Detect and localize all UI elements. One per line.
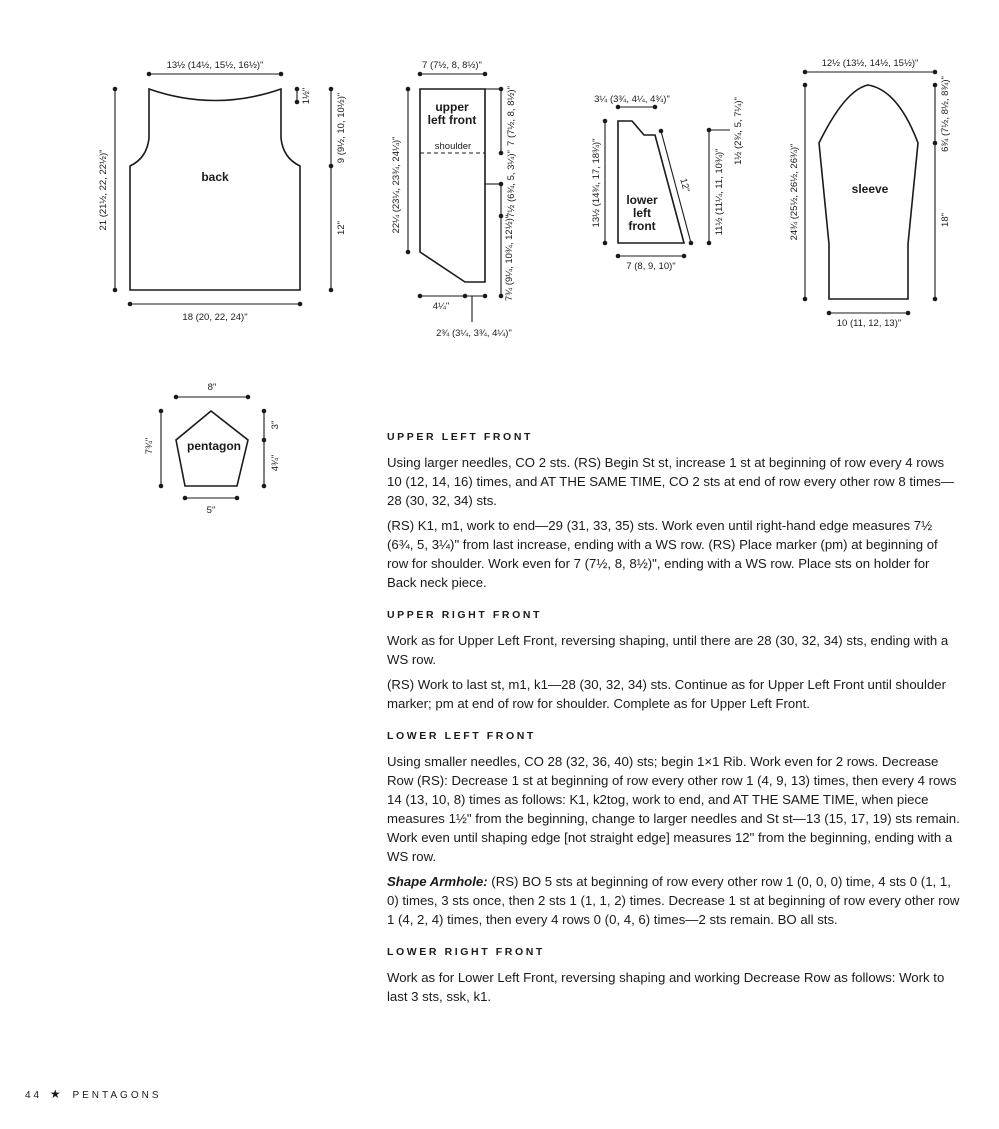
lower-left-front-width-top: 3¼ (3¾, 4¼, 4¾)" [594,94,670,105]
pentagon-label: pentagon [187,439,241,453]
upper-left-front-width-top: 7 (7½, 8, 8½)" [422,60,482,71]
lower-left-front-label-line1: lower [626,193,658,207]
back-width-bottom: 18 (20, 22, 24)" [182,312,248,323]
lower-left-front-label-line3: front [628,219,656,233]
upper-left-front-mid-depth: 7½ (6¾, 5, 3¼)" [506,150,517,218]
sleeve-cap-depth: 6¾ (7½, 8½, 8¾)" [940,76,951,152]
lower-left-front-length: 13½ (14¾, 17, 18¾)" [591,138,602,228]
shape-armhole-text: (RS) BO 5 sts at beginning of row every other row 1 (0, 0, 0) time, 4 sts 0 (1, 1, 0) times, 3 sts once, then 2 sts 1 (1, 1, 2) times. Decrease 1 st at beginning of row every other row 1 (4, 2, 4) times, then every 4 rows 0 (0, 4, 6) times—2 sts remain. BO all sts. [387,874,960,927]
section-upper-left-front [387,428,962,592]
upper-left-front-label-line1: upper [435,100,469,114]
upper-left-front-upper-depth: 7 (7½, 8, 8½)" [506,86,517,146]
shape-armhole-lead: Shape Armhole: [387,874,488,889]
pentagon-width-top: 8" [207,382,217,393]
heading-lower-right-front: LOWER RIGHT FRONT [387,946,545,958]
section-lower-left-front [387,727,962,929]
back-label: back [201,170,229,184]
upper-left-front-lower-depth: 7¾ (9¼, 10¾, 12½)" [504,214,515,302]
upper-left-front-length: 22¼ (23¼, 23¾, 24¼)" [391,136,402,234]
upper-left-front-paragraph-1: Using larger needles, CO 2 sts. (RS) Begin St st, increase 1 st at beginning of row every 4 rows 10 (12, 14, 16) times, and AT THE SAME TIME, CO 2 sts at end of row every other row 8 times—28 (30, 32, 34) sts. [387,455,955,508]
back-neck-depth: 1½" [301,87,312,105]
lower-left-front-schematic [591,94,744,272]
pentagon-upper-side: 3" [270,420,281,430]
back-width-top: 13½ (14½, 15½, 16½)" [166,60,264,71]
sleeve-schematic [789,58,951,329]
lower-left-front-label-line2: left [633,206,651,220]
lower-left-front-armhole-lower: 11½ (11¼, 11, 10¾)" [714,148,725,236]
book-title: PENTAGONS [72,1090,162,1101]
back-length: 21 (21½, 22, 22½)" [98,149,109,231]
sleeve-width-top: 12½ (13½, 14½, 15½)" [821,58,919,69]
star-icon: ★ [49,1087,61,1101]
sleeve-label: sleeve [851,182,889,196]
heading-lower-left-front: LOWER LEFT FRONT [387,730,536,742]
lower-left-front-paragraph-2 [387,872,962,929]
pentagon-height: 7¾" [144,437,155,455]
shoulder-label: shoulder [434,141,472,152]
upper-right-front-paragraph-2: (RS) Work to last st, m1, k1—28 (30, 32, 34) sts. Continue as for Upper Left Front until shoulder marker; pm at end of row for shoulder. Complete as for Upper Left Front. [387,677,947,711]
page-number: 44 [25,1090,43,1101]
sleeve-width-bottom: 10 (11, 12, 13)" [836,318,902,329]
sleeve-underarm-length: 18" [940,213,951,227]
heading-upper-right-front: UPPER RIGHT FRONT [387,609,543,621]
lower-left-front-width-bottom: 7 (8, 9, 10)" [626,261,676,272]
upper-left-front-point-width: 2¾ (3¼, 3¾, 4¼)" [436,328,512,339]
upper-left-front-bottom-width: 4¼" [432,301,450,312]
section-upper-right-front [387,606,962,713]
upper-right-front-paragraph-1: Work as for Upper Left Front, reversing shaping, until there are 28 (30, 32, 34) sts, ending with a WS row. [387,633,949,667]
pattern-instructions [387,428,962,1020]
pentagon-schematic [144,382,281,516]
back-schematic [98,60,347,323]
lower-left-front-armhole-upper: 1½ (2¾, 5, 7¼)" [733,97,744,165]
back-side-length: 12" [336,221,347,235]
section-lower-right-front [387,943,962,1006]
upper-left-front-label-line2: left front [427,113,477,127]
upper-left-front-schematic [391,60,517,339]
page-footer [25,1087,162,1101]
upper-left-front-paragraph-2: (RS) K1, m1, work to end—29 (31, 33, 35) sts. Work even until right-hand edge measures 7½ (6¾, 5, 3¼)" from last increase, ending with a WS row. (RS) Place marker (pm) at beginning of row for shoulder. Work even for 7 (7½, 8, 8½)", ending with a WS row. Place sts on holder for Back neck piece. [387,518,938,590]
heading-upper-left-front: UPPER LEFT FRONT [387,431,534,443]
lower-left-front-diagonal: 12" [677,177,692,194]
back-outline [130,89,300,290]
pentagon-lower-side: 4¾" [270,454,281,472]
sleeve-length: 24¾ (25½, 26½, 26¾)" [789,143,800,241]
lower-left-front-paragraph-1: Using smaller needles, CO 28 (32, 36, 40) sts; begin 1×1 Rib. Work even for 2 rows. Decrease Row (RS): Decrease 1 st at beginning of row every other row 1 (4, 9, 13) times, then every 4 rows 14 (13, 10, 8) times as follows: K1, k2tog, work to end, and AT THE SAME TIME, when piece measures 1½" from the beginning, change to larger needles and St st—13 (15, 17, 19) sts remain. Work even until shaping edge [not straight edge] measures 12" from the beginning, ending with a WS row. [387,754,960,864]
pentagon-bottom: 5" [206,505,216,516]
lower-right-front-paragraph-1: Work as for Lower Left Front, reversing shaping and working Decrease Row as follows: Work to last 3 sts, ssk, k1. [387,970,945,1004]
back-armhole-depth: 9 (9½, 10, 10½)" [336,92,347,164]
